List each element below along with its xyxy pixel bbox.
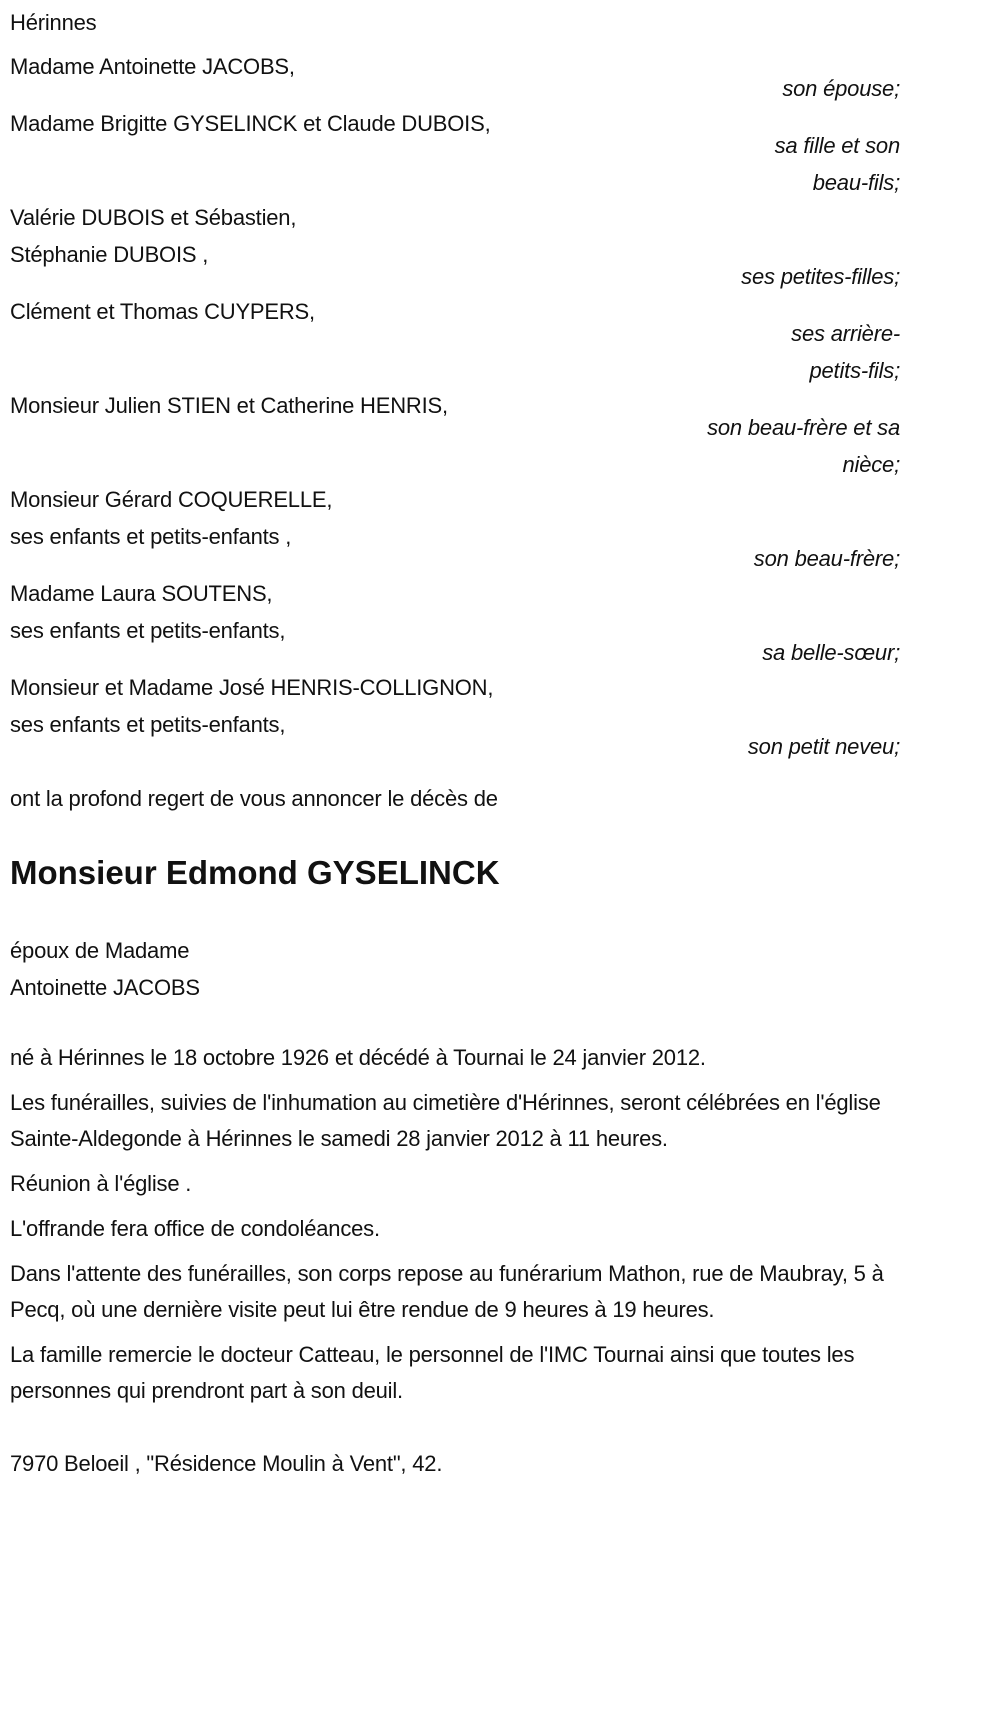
family-names: Monsieur Julien STIEN et Catherine HENRIS,: [10, 393, 448, 418]
deceased-name: Monsieur Edmond GYSELINCK: [10, 854, 500, 891]
relation-line: son beau-frère et sa: [707, 415, 900, 440]
family-list: [10, 48, 900, 765]
relation-line: son épouse;: [782, 76, 900, 101]
relation-line: beau-fils;: [812, 170, 900, 195]
family-relation: [660, 127, 900, 201]
spouse-info: [10, 932, 900, 1006]
family-names: Valérie DUBOIS et Sébastien,: [10, 205, 297, 230]
family-names: Madame Antoinette JACOBS,: [10, 54, 295, 79]
relation-line: son beau-frère;: [753, 546, 900, 571]
family-entry: [10, 48, 900, 107]
place: Hérinnes: [10, 10, 97, 35]
family-relation: [660, 409, 900, 483]
family-names: Madame Laura SOUTENS,: [10, 581, 273, 606]
family-names: ses enfants et petits-enfants,: [10, 618, 286, 643]
family-relation: [660, 540, 900, 577]
family-names: Clément et Thomas CUYPERS,: [10, 299, 315, 324]
family-names: Stéphanie DUBOIS ,: [10, 242, 209, 267]
family-names: Monsieur et Madame José HENRIS-COLLIGNON,: [10, 675, 494, 700]
meeting-paragraph: Réunion à l'église .: [10, 1171, 192, 1196]
thanks-paragraph: La famille remercie le docteur Catteau, le personnel de l'IMC Tournai ainsi que toutes les personnes qui prendront part à son deuil.: [10, 1342, 855, 1403]
family-relation: [660, 315, 900, 389]
address: 7970 Beloeil , "Résidence Moulin à Vent", 42.: [10, 1451, 443, 1476]
funeral-paragraph: Les funérailles, suivies de l'inhumation au cimetière d'Hérinnes, seront célébrées en l'église Sainte-Aldegonde à Hérinnes le samedi 28 janvier 2012 à 11 heures.: [10, 1090, 881, 1151]
family-relation: [660, 728, 900, 765]
family-entry: [10, 481, 900, 577]
relation-line: sa belle-sœur;: [762, 640, 900, 665]
family-names: Monsieur Gérard COQUERELLE,: [10, 487, 333, 512]
family-entry: [10, 575, 900, 671]
family-entry: [10, 387, 900, 483]
relation-line: son petit neveu;: [747, 734, 900, 759]
relation-line: sa fille et son: [774, 133, 900, 158]
spouse-line: Antoinette JACOBS: [10, 975, 200, 1000]
spouse-line: époux de Madame: [10, 938, 190, 963]
family-relation: [660, 70, 900, 107]
family-entry: [10, 293, 900, 389]
relation-line: nièce;: [842, 452, 900, 477]
relation-line: petits-fils;: [809, 358, 900, 383]
family-entry: [10, 669, 900, 765]
offering-paragraph: L'offrande fera office de condoléances.: [10, 1216, 380, 1241]
family-names: ses enfants et petits-enfants ,: [10, 524, 292, 549]
birth-death-paragraph: né à Hérinnes le 18 octobre 1926 et décédé à Tournai le 24 janvier 2012.: [10, 1045, 706, 1070]
family-names: ses enfants et petits-enfants,: [10, 712, 286, 737]
family-relation: [660, 634, 900, 671]
family-entry: [10, 199, 900, 295]
family-names: Madame Brigitte GYSELINCK et Claude DUBOIS,: [10, 111, 491, 136]
relation-line: ses arrière-: [791, 321, 900, 346]
relation-line: ses petites-filles;: [741, 264, 900, 289]
family-relation: [660, 258, 900, 295]
family-entry: [10, 105, 900, 201]
visit-paragraph: Dans l'attente des funérailles, son corps repose au funérarium Mathon, rue de Maubray, 5 à Pecq, où une dernière visite peut lui être rendue de 9 heures à 19 heures.: [10, 1261, 884, 1322]
intro-text: ont la profond regert de vous annoncer le décès de: [10, 786, 498, 811]
